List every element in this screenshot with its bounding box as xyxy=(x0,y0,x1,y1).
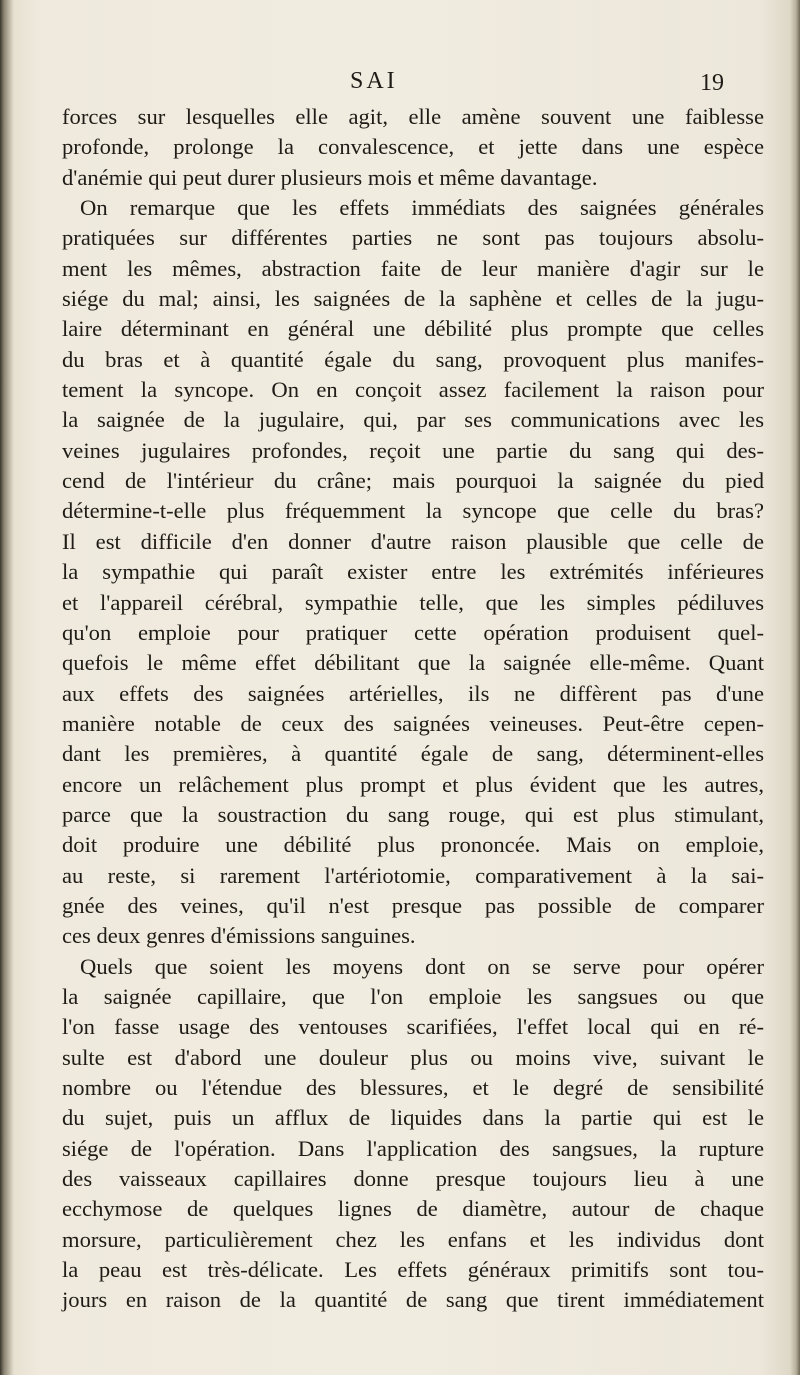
text-line: dant les premières, à quantité égale de sang, déterminent-elles xyxy=(62,741,764,767)
text-line: On remarque que les effets immédiats des saignées générales xyxy=(80,195,764,221)
text-line: jours en raison de la quantité de sang que tirent immédiatement xyxy=(62,1287,764,1313)
text-line: veines jugulaires profondes, reçoit une partie du sang qui des- xyxy=(62,437,764,463)
running-title: SAI xyxy=(350,68,398,94)
page-right-edge xyxy=(790,0,800,1375)
text-line: forces sur lesquelles elle agit, elle amène souvent une faiblesse xyxy=(62,104,764,129)
text-line: la peau est très-délicate. Les effets généraux primitifs sont tou- xyxy=(62,1257,764,1283)
text-line: la saignée capillaire, que l'on emploie les sangsues ou que xyxy=(62,983,764,1009)
text-line: morsure, particulièrement chez les enfans et les individus dont xyxy=(62,1226,764,1252)
text-line: des vaisseaux capillaires donne presque toujours lieu à une xyxy=(62,1166,764,1192)
text-line: détermine-t-elle plus fréquemment la syncope que celle du bras? xyxy=(62,498,764,524)
text-line: aux effets des saignées artérielles, ils ne diffèrent pas d'une xyxy=(62,680,764,706)
text-line: du sujet, puis un afflux de liquides dans la partie qui est le xyxy=(62,1105,764,1131)
text-line: ecchymose de quelques lignes de diamètre, autour de chaque xyxy=(62,1196,764,1222)
text-line: siége de l'opération. Dans l'application des sangsues, la rupture xyxy=(62,1135,764,1161)
text-line: encore un relâchement plus prompt et plus évident que les autres, xyxy=(62,771,764,797)
text-line: l'on fasse usage des ventouses scarifiées, l'effet local qui en ré- xyxy=(62,1014,764,1040)
page-header xyxy=(60,68,760,102)
text-line: quefois le même effet débilitant que la saignée elle-même. Quant xyxy=(62,650,764,676)
text-line: qu'on emploie pour pratiquer cette opération produisent quel- xyxy=(62,619,764,645)
text-line: laire déterminant en général une débilité plus prompte que celles xyxy=(62,316,764,342)
text-line: ces deux genres d'émissions sanguines. xyxy=(62,923,416,949)
text-line: Il est difficile d'en donner d'autre raison plausible que celle de xyxy=(62,528,764,554)
text-line: la sympathie qui paraît exister entre les extrémités inférieures xyxy=(62,559,764,585)
text-line: d'anémie qui peut durer plusieurs mois et même davantage. xyxy=(62,164,598,190)
text-line: cend de l'intérieur du crâne; mais pourquoi la saignée du pied xyxy=(62,468,764,494)
text-line: doit produire une débilité plus prononcée. Mais on emploie, xyxy=(62,832,764,858)
text-line: et l'appareil cérébral, sympathie telle, que les simples pédiluves xyxy=(62,589,764,615)
page-number: 19 xyxy=(700,70,724,96)
text-line: Quels que soient les moyens dont on se serve pour opérer xyxy=(80,953,764,979)
text-line: gnée des veines, qu'il n'est presque pas possible de comparer xyxy=(62,892,764,918)
text-line: profonde, prolonge la convalescence, et jette dans une espèce xyxy=(62,134,764,160)
text-line: la saignée de la jugulaire, qui, par ses communications avec les xyxy=(62,407,764,433)
text-line: sulte est d'abord une douleur plus ou moins vive, suivant le xyxy=(62,1044,764,1070)
text-line: manière notable de ceux des saignées veineuses. Peut-être cepen- xyxy=(62,710,764,736)
text-line: pratiquées sur différentes parties ne sont pas toujours absolu- xyxy=(62,225,764,251)
text-line: au reste, si rarement l'artériotomie, comparativement à la sai- xyxy=(62,862,764,888)
text-line: siége du mal; ainsi, les saignées de la saphène et celles de la jugu- xyxy=(62,286,764,312)
text-line: parce que la soustraction du sang rouge, qui est plus stimulant, xyxy=(62,801,764,827)
text-line: du bras et à quantité égale du sang, provoquent plus manifes- xyxy=(62,346,764,372)
text-line: nombre ou l'étendue des blessures, et le degré de sensibilité xyxy=(62,1075,764,1100)
text-line: ment les mêmes, abstraction faite de leur manière d'agir sur le xyxy=(62,255,764,281)
page-left-edge xyxy=(0,0,14,1375)
body-text xyxy=(62,102,764,1316)
text-line: tement la syncope. On en conçoit assez facilement la raison pour xyxy=(62,377,764,403)
